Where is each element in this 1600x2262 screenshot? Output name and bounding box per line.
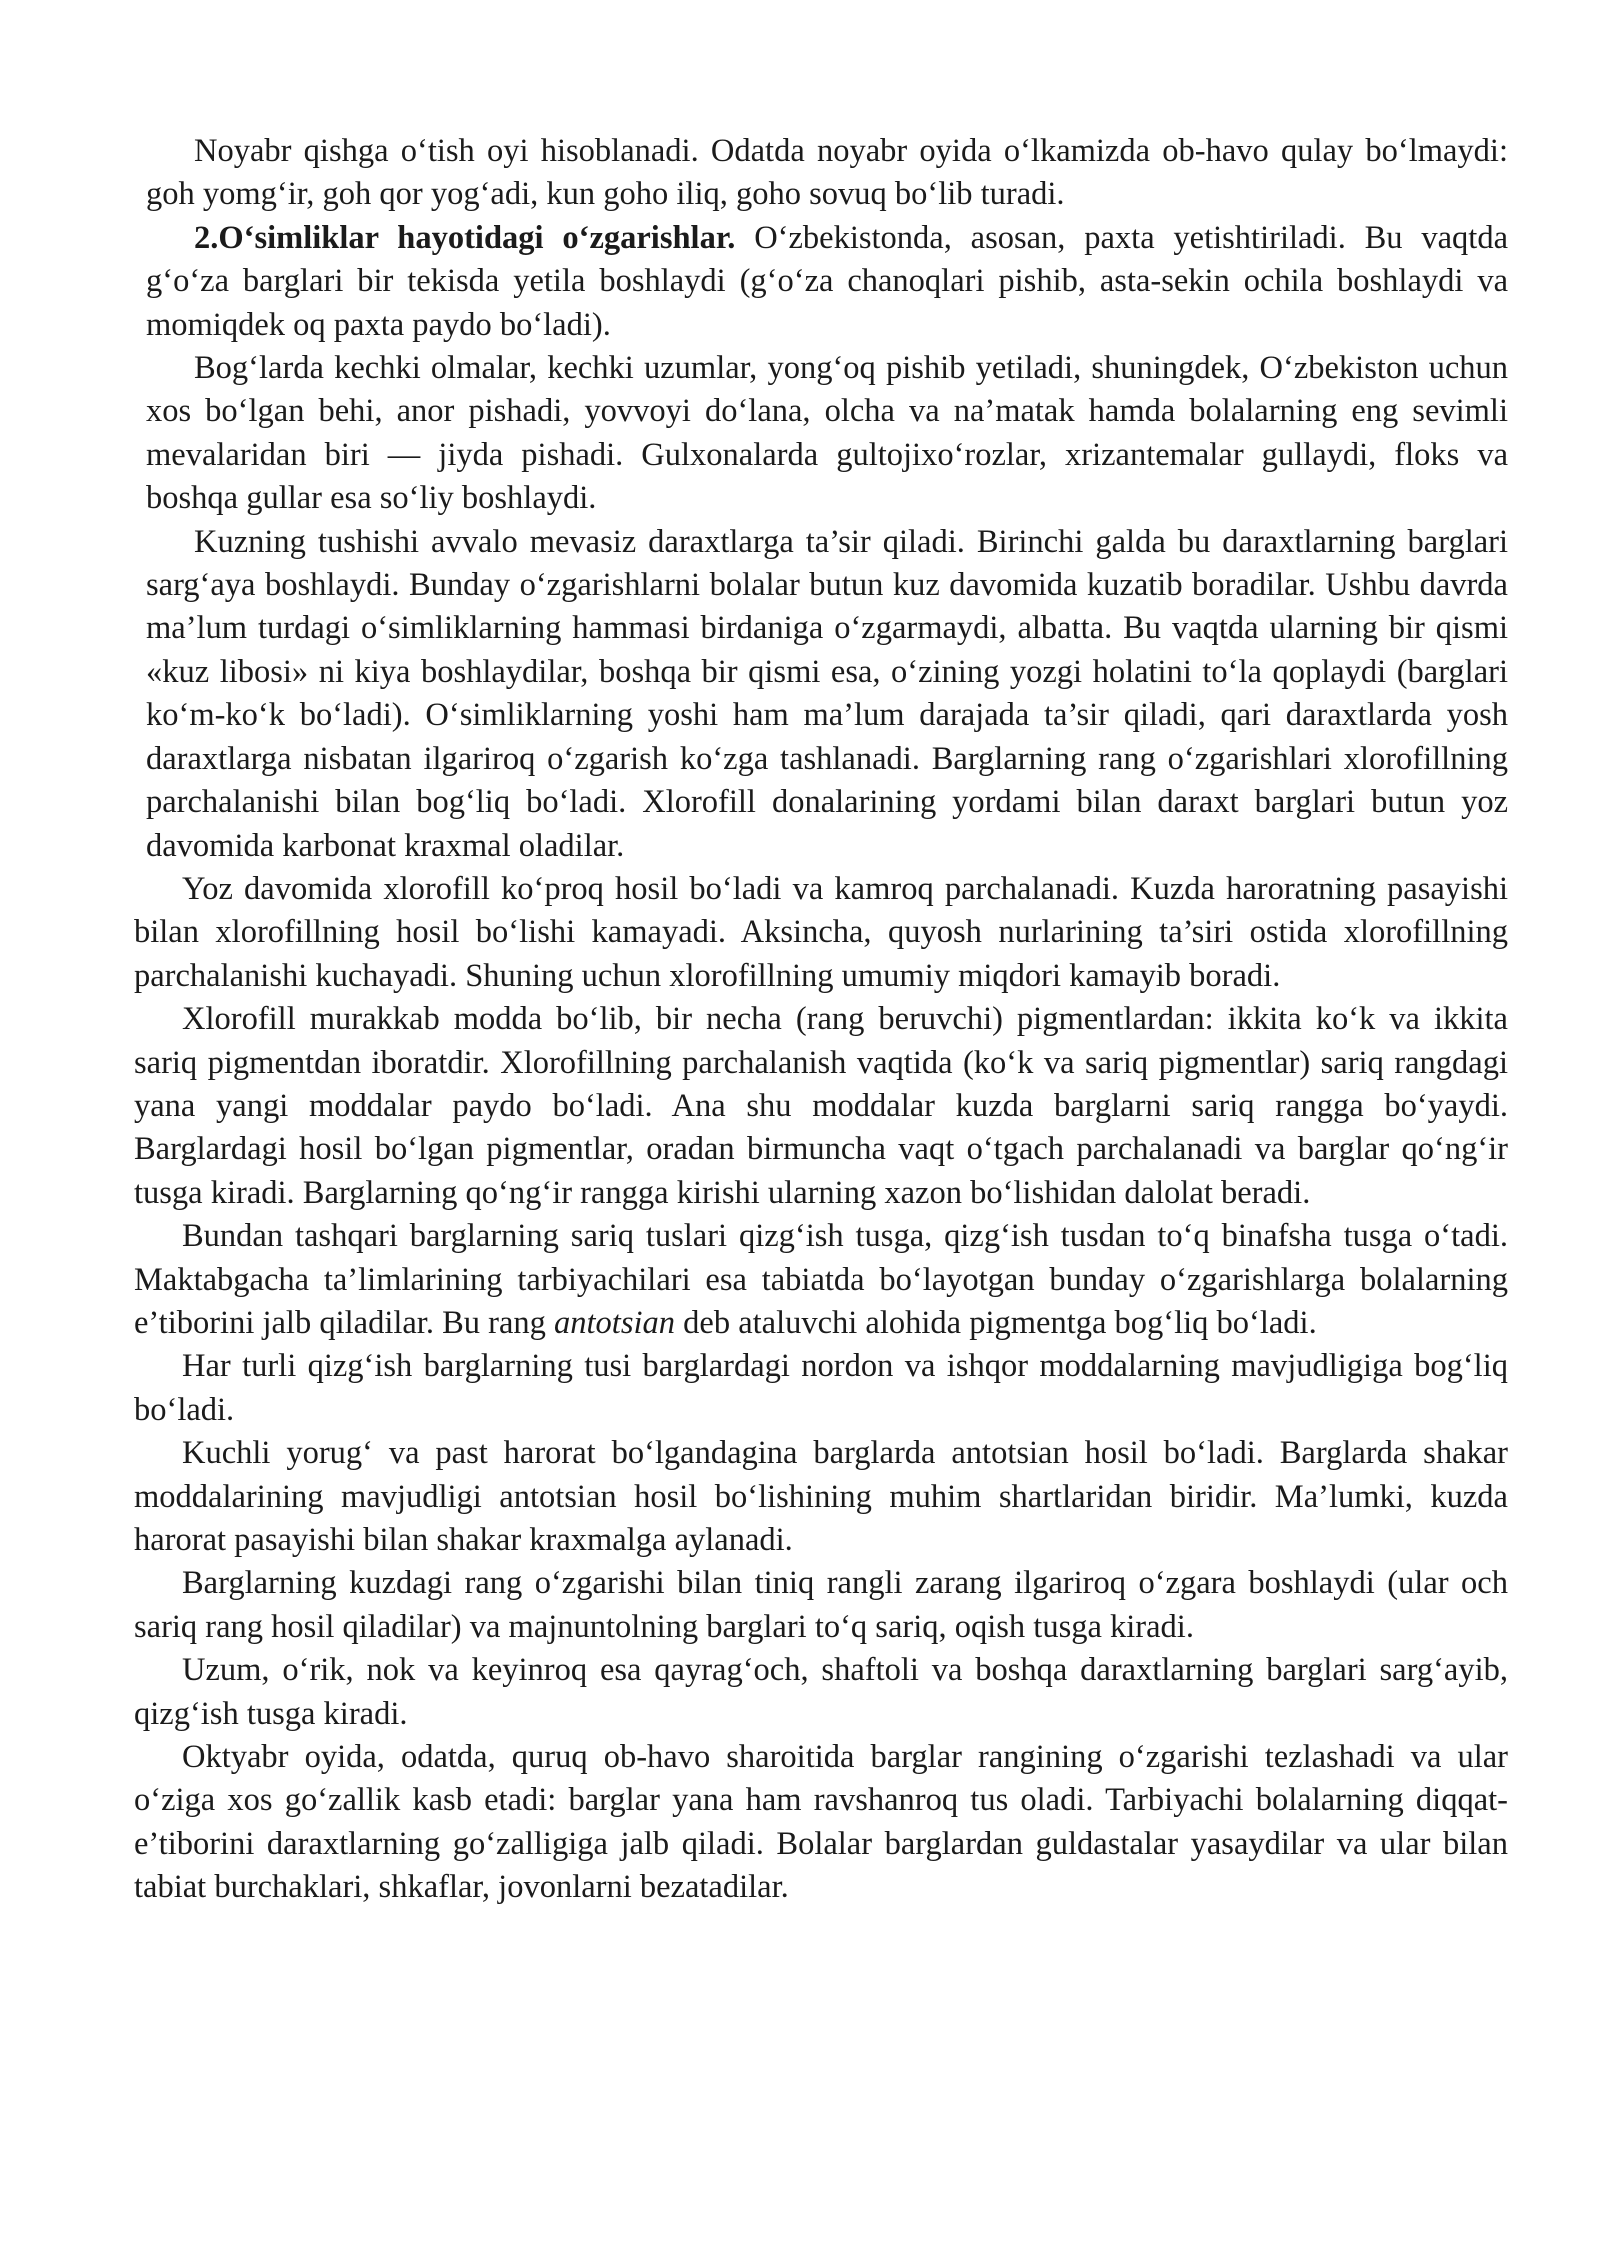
italic-term: antotsian bbox=[554, 1304, 676, 1341]
paragraph-october: Oktyabr oyida, odatda, quruq ob-havo sharoitida barglar rangining o‘zgarishi tezlashadi va ular o‘ziga xos go‘zallik kasb etadi: barglar yana ham ravshanroq tus oladi. Tarbiyachi bolalarning diqqat-e’tiborini daraxtlarning go‘zalligiga jalb qiladi. Bolalar barglardan guldastalar yasaydilar va ular bilan tabiat burchaklari, shkaflar, jovonlarni bezatadilar. bbox=[134, 1739, 1508, 1906]
paragraph-chlorophyll-pigments: Xlorofill murakkab modda bo‘lib, bir necha (rang beruvchi) pigmentlardan: ikkita ko‘k va ikkita sariq pigmentdan iboratdir. Xlorofillning parchalanish vaqtida (ko‘k va sariq pigmentlar) sariq rangdagi yana yangi moddalar paydo bo‘ladi. Ana shu moddalar kuzda barglarni sariq rangga bo‘yaydi. Barglardagi hosil bo‘lgan pigmentlar, oradan birmuncha vaqt o‘tgach parchalanadi va barglar qo‘ng‘ir tusga kiradi. Barglarning qo‘ng‘ir rangga kirishi ularning xazon bo‘lishidan dalolat beradi. bbox=[134, 1001, 1508, 1211]
document-page bbox=[134, 130, 1508, 1910]
paragraph-maple: Barglarning kuzdagi rang o‘zgarishi bilan tiniq rangli zarang ilgariroq o‘zgara boshlaydi (ular och sariq rang hosil qiladilar) va majnuntolning barglari to‘q sariq, oqish tusga kiradi. bbox=[134, 1565, 1508, 1645]
paragraph-autumn-leaves: Kuzning tushishi avvalo mevasiz daraxtlarga ta’sir qiladi. Birinchi galda bu daraxtlarning barglari sarg‘aya boshlaydi. Bunday o‘zgarishlarni bolalar butun kuz davomida kuzatib boradilar. Ushbu davrda ma’lum turdagi o‘simliklarning hammasi birdaniga o‘zgarmaydi, albatta. Bu vaqtda ularning bir qismi «kuz libosi» ni kiya boshlaydilar, boshqa bir qismi esa, o‘zining yozgi holatini to‘la qoplaydi (barglari ko‘m-ko‘k bo‘ladi). O‘simliklarning yoshi ham ma’lum darajada ta’sir qiladi, qari daraxtlarda yosh daraxtlarga nisbatan ilgariroq o‘zgarish ko‘zga tashlanadi. Barglarning rang o‘zgarishlari xlorofillning parchalanishi bilan bog‘liq bo‘ladi. Xlorofill donalarining yordami bilan daraxt barglari butun yoz davomida karbonat kraxmal oladilar. bbox=[146, 523, 1508, 864]
paragraph-gardens: Bog‘larda kechki olmalar, kechki uzumlar, yong‘oq pishib yetiladi, shuningdek, O‘zbekiston uchun xos bo‘lgan behi, anor pishadi, yovvoyi do‘lana, olcha va na’matak hamda bolalarning eng sevimli mevalaridan biri — jiyda pishadi. Gulxonalarda gultojixo‘rozlar, xrizantemalar gullaydi, floks va boshqa gullar esa so‘liy boshlaydi. bbox=[146, 350, 1508, 517]
paragraph-anthocyanin-before: Bundan tashqari barglarning sariq tuslari qizg‘ish tusga, qizg‘ish tusdan to‘q binafsha tusga o‘tadi. Maktabgacha ta’limlarining tarbiyachilari esa tabiatda bo‘layotgan bunday o‘zgarishlarga bolalarning e’tiborini jalb qiladilar. Bu rang bbox=[134, 1218, 1508, 1341]
paragraph-anthocyanin-after: deb ataluvchi alohida pigmentga bog‘liq bo‘ladi. bbox=[675, 1304, 1317, 1341]
section-heading: 2.O‘simliklar hayotidagi o‘zgarishlar. bbox=[194, 219, 736, 256]
paragraph-fruit-trees: Uzum, o‘rik, nok va keyinroq esa qayrag‘och, shaftoli va boshqa daraxtlarning barglari sarg‘ayib, qizg‘ish tusga kiradi. bbox=[134, 1652, 1508, 1732]
paragraph-strong-light: Kuchli yorug‘ va past harorat bo‘lgandagina barglarda antotsian hosil bo‘ladi. Barglarda shakar moddalarining mavjudligi antotsian hosil bo‘lishining muhim shartlaridan biridir. Ma’lumki, kuzda harorat pasayishi bilan shakar kraxmalga aylanadi. bbox=[134, 1435, 1508, 1558]
paragraph-anthocyanin bbox=[134, 1215, 1508, 1345]
paragraph-plant-changes bbox=[134, 217, 1508, 347]
paragraph-red-leaves: Har turli qizg‘ish barglarning tusi barglardagi nordon va ishqor moddalarning mavjudligiga bog‘liq bo‘ladi. bbox=[134, 1348, 1508, 1428]
paragraph-november: Noyabr qishga o‘tish oyi hisoblanadi. Odatda noyabr oyida o‘lkamizda ob-havo qulay bo‘lmaydi: goh yomg‘ir, goh qor yog‘adi, kun goho iliq, goho sovuq bo‘lib turadi. bbox=[146, 133, 1508, 213]
paragraph-plant-changes-text: O‘zbekistonda, asosan, paxta yetishtiriladi. Bu vaqtda g‘o‘za barglari bir tekisda yetila boshlaydi (g‘o‘za chanoqlari pishib, asta-sekin ochila boshlaydi va momiqdek oq paxta paydo bo‘ladi). bbox=[146, 219, 1508, 343]
paragraph-chlorophyll-summer: Yoz davomida xlorofill ko‘proq hosil bo‘ladi va kamroq parchalanadi. Kuzda haroratning pasayishi bilan xlorofillning hosil bo‘lishi kamayadi. Aksincha, quyosh nurlarining ta’siri ostida xlorofillning parchalanishi kuchayadi. Shuning uchun xlorofillning umumiy miqdori kamayib boradi. bbox=[134, 870, 1508, 994]
